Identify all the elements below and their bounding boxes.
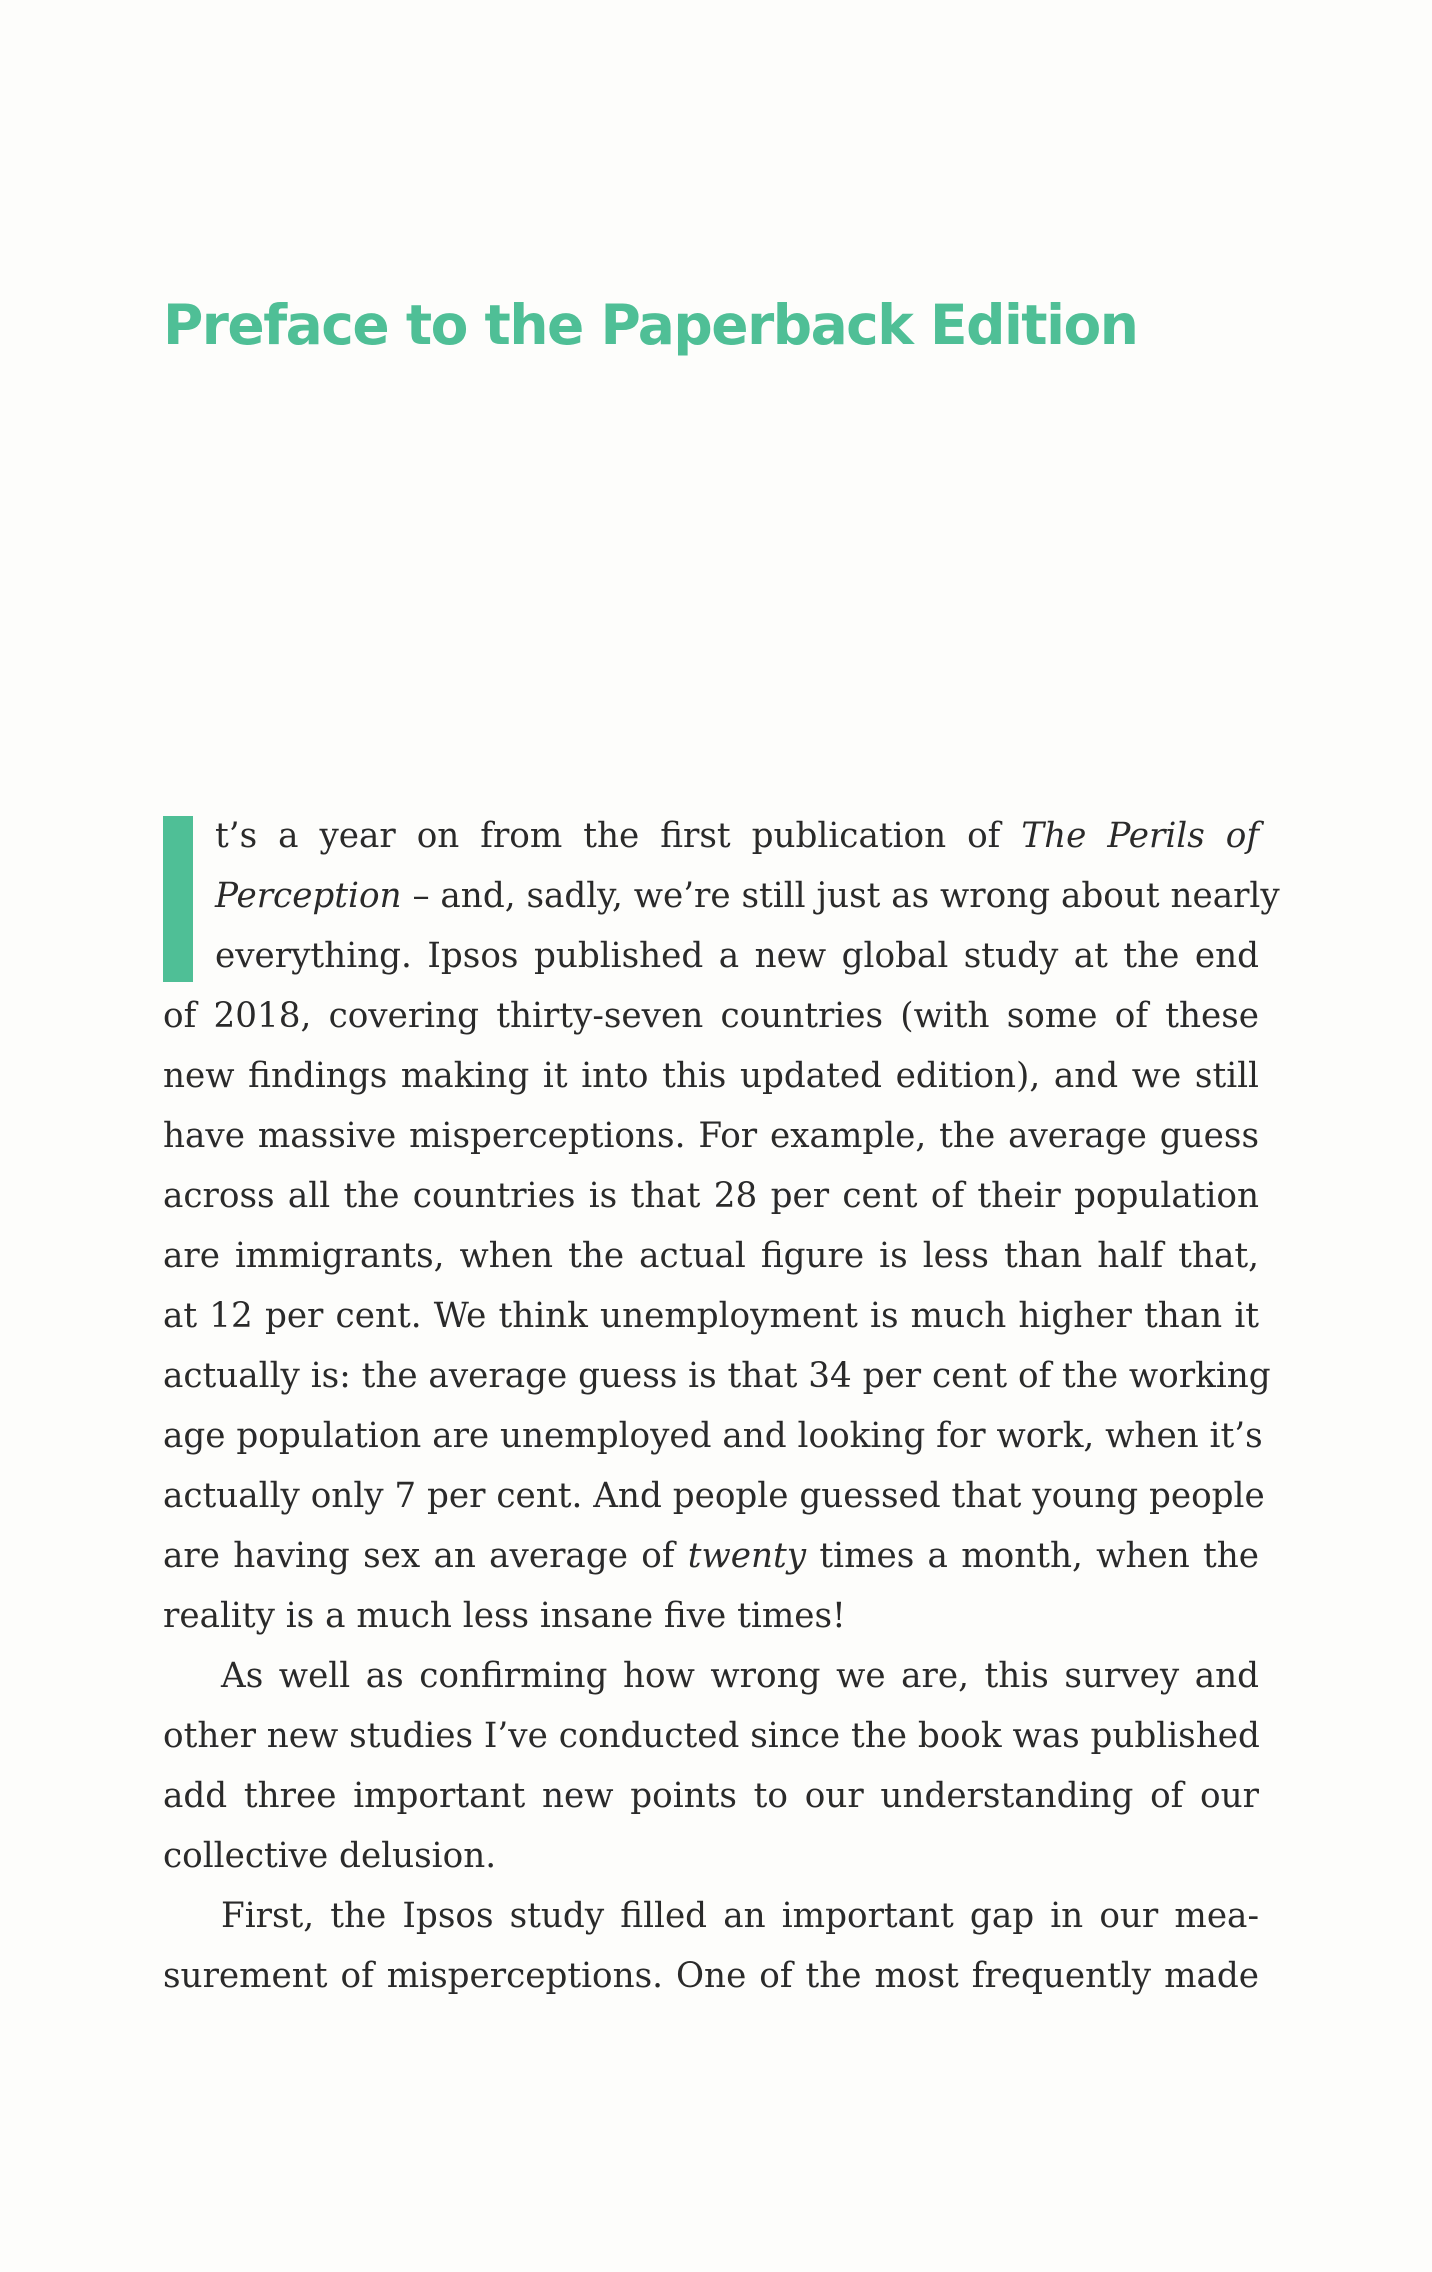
paragraph	[163, 1646, 1259, 1886]
text-line: of 2018, covering thirty-seven countries (with some of these	[163, 996, 1259, 1036]
text-line: First, the Ipsos study filled an important gap in our mea-	[221, 1896, 1259, 1936]
chapter-title: Preface to the Paperback Edition	[163, 293, 1138, 357]
text-line: actually is: the average guess is that 34 per cent of the working	[163, 1356, 1271, 1396]
italic-title: twenty	[687, 1536, 807, 1576]
text-line: t’s a year on from the first publication of The Perils of	[215, 816, 1259, 856]
body-text	[163, 806, 1280, 2006]
text-line: age population are unemployed and looking for work, when it’s	[163, 1416, 1263, 1456]
italic-title: The Perils of	[1021, 816, 1259, 856]
text-line: at 12 per cent. We think unemployment is much higher than it	[163, 1296, 1259, 1336]
text-line: collective delusion.	[163, 1836, 497, 1876]
text-line: new findings making it into this updated edition), and we still	[163, 1056, 1259, 1096]
text-line: add three important new points to our understanding of our	[163, 1776, 1259, 1816]
text-line: other new studies I’ve conducted since the book was published	[163, 1716, 1260, 1756]
text-line: across all the countries is that 28 per cent of their population	[163, 1176, 1259, 1216]
text-line: everything. Ipsos published a new global study at the end	[215, 936, 1259, 976]
drop-cap-bar	[163, 816, 193, 982]
text-line: Perception – and, sadly, we’re still just as wrong about nearly	[215, 876, 1280, 916]
text-line: are having sex an average of twenty times a month, when the	[163, 1536, 1260, 1576]
italic-title: Perception	[215, 876, 402, 916]
text-line: are immigrants, when the actual figure is less than half that,	[163, 1236, 1259, 1276]
text-line: reality is a much less insane five times!	[163, 1596, 846, 1636]
text-line: actually only 7 per cent. And people guessed that young people	[163, 1476, 1265, 1516]
text-line: surement of misperceptions. One of the most frequently made	[163, 1956, 1259, 1996]
text-line: have massive misperceptions. For example, the average guess	[163, 1116, 1259, 1156]
paragraph-list	[163, 806, 1280, 2006]
paragraph	[163, 1886, 1259, 2006]
paragraph	[163, 806, 1280, 1646]
text-line: As well as confirming how wrong we are, this survey and	[221, 1656, 1259, 1696]
